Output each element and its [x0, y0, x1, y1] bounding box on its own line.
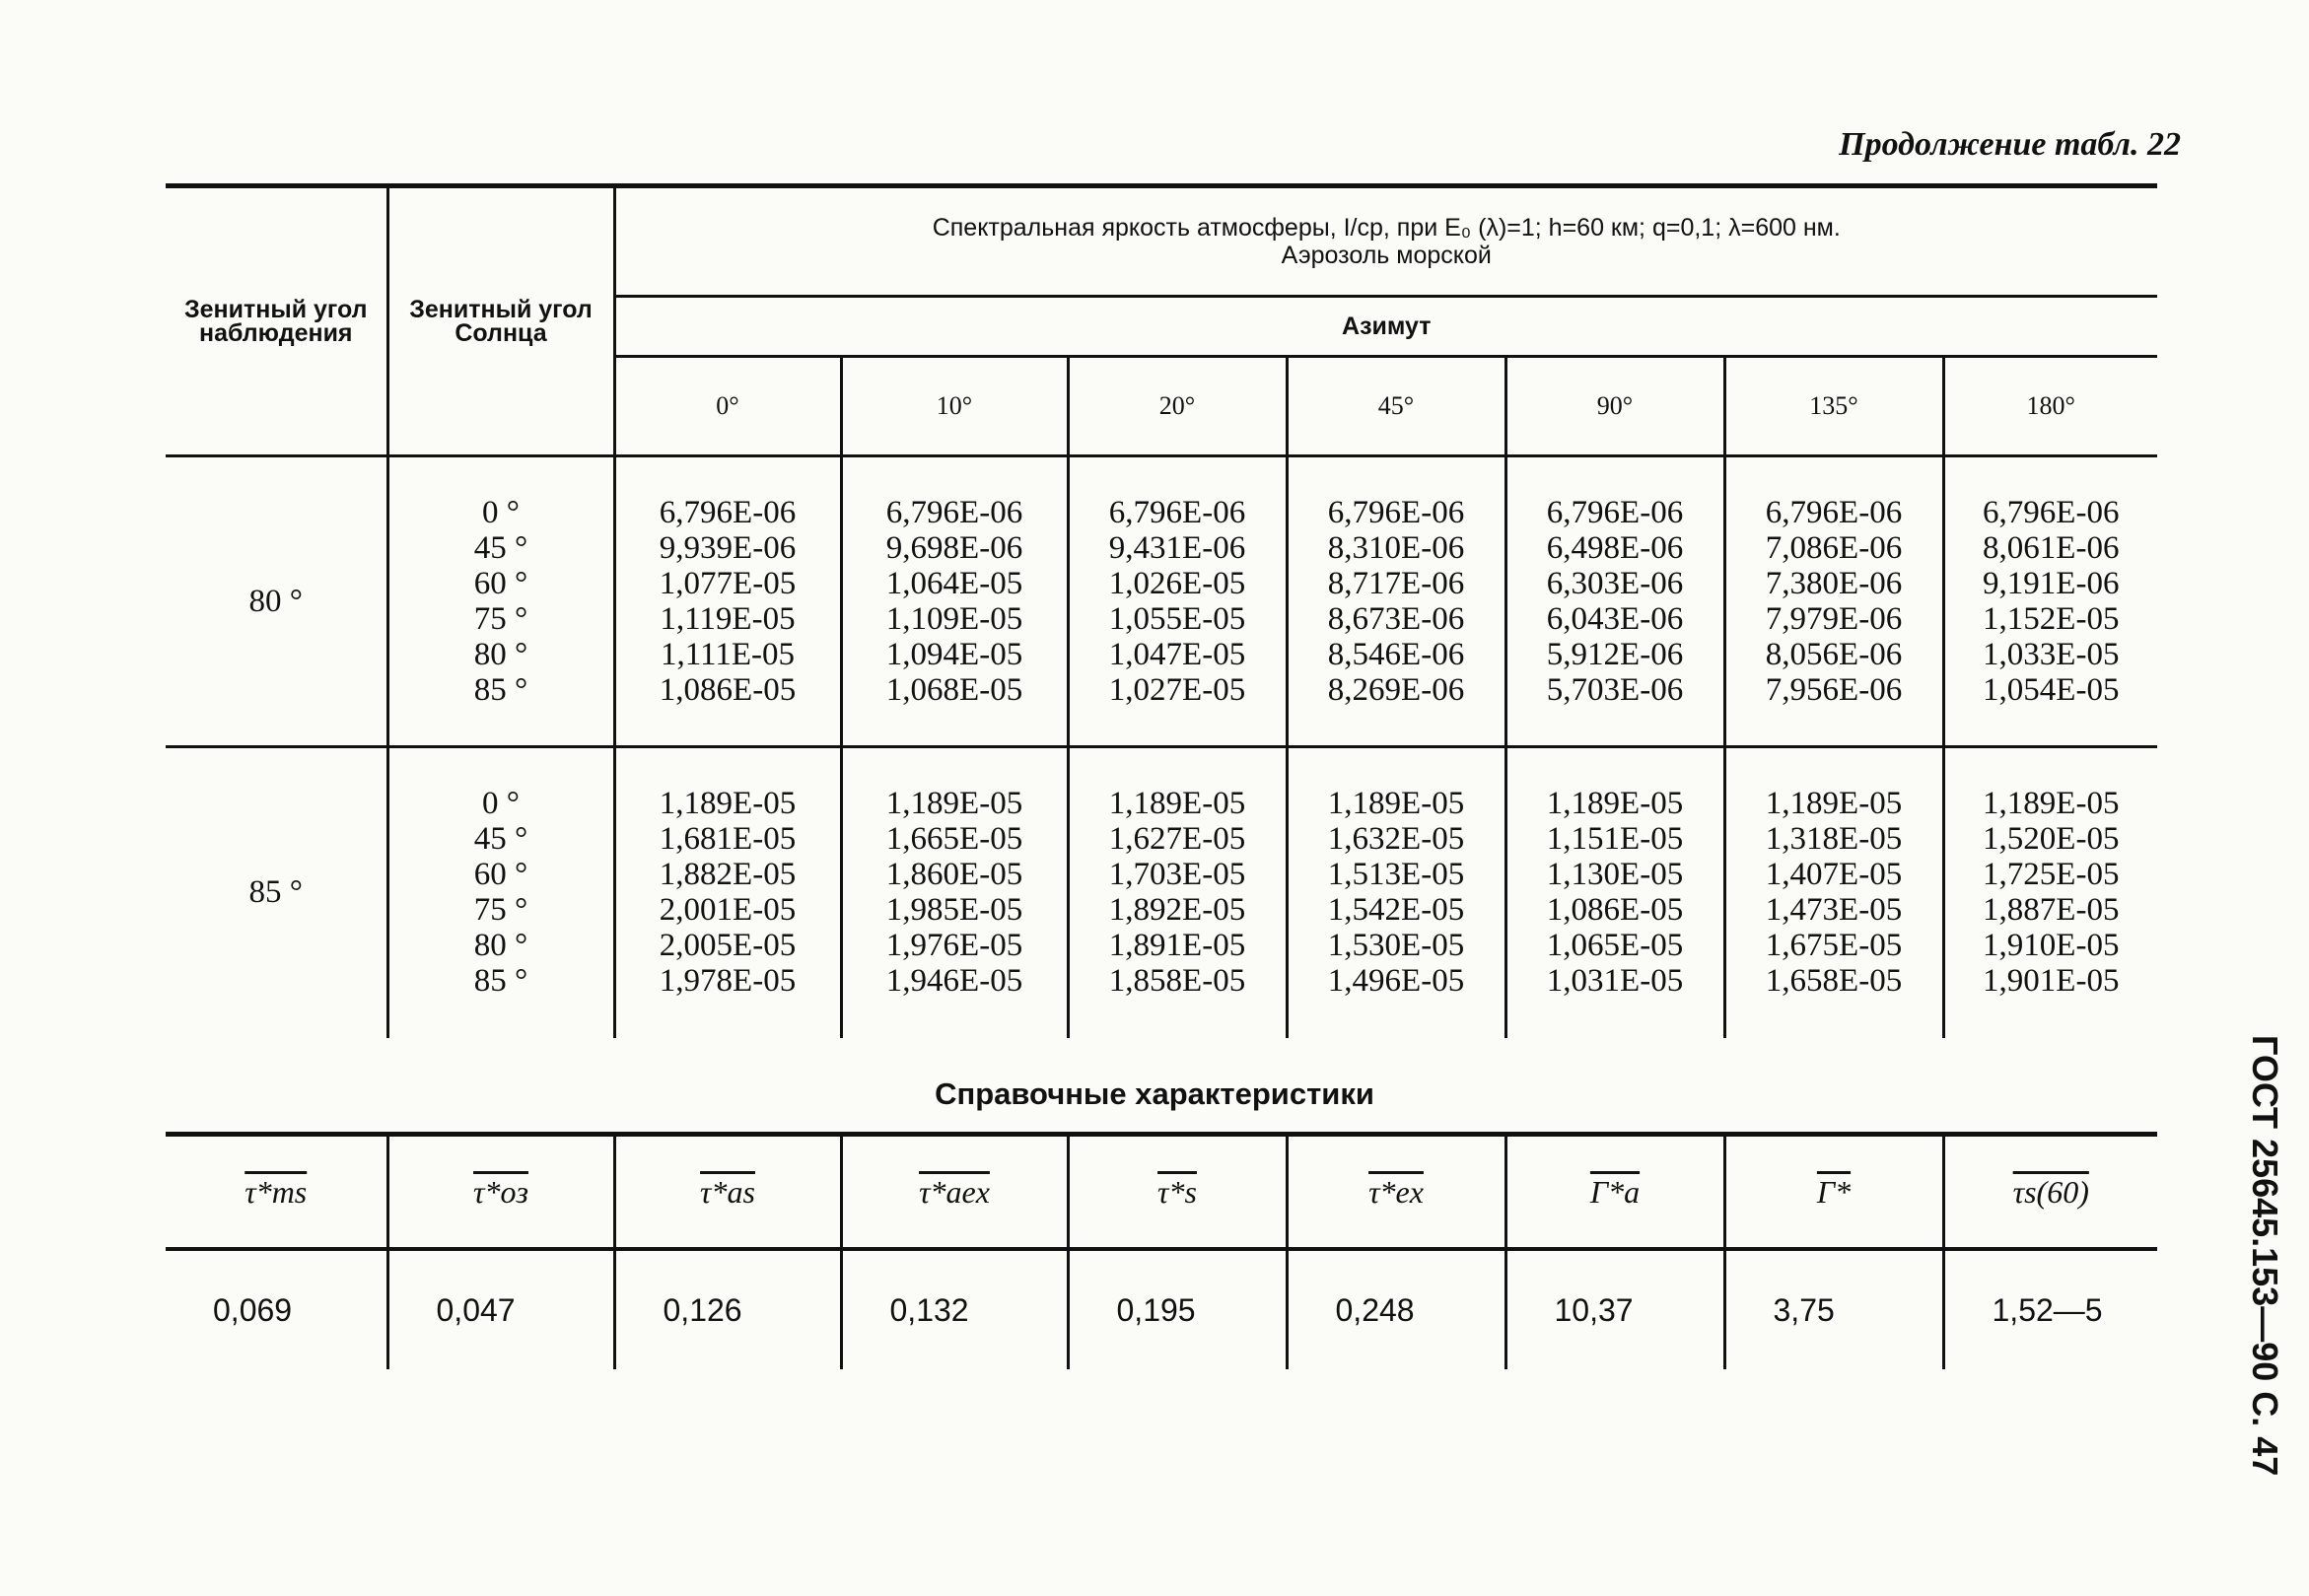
radiance-value: 1,901E-05 [1983, 963, 2120, 999]
sun-angle-value: 80 ° [473, 637, 528, 672]
azimuth-90: 90° [1505, 357, 1724, 456]
radiance-value: 1,189E-05 [1983, 786, 2120, 821]
radiance-value: 1,055E-05 [1108, 601, 1246, 637]
reference-value: 1,52—5 [1992, 1291, 2103, 1328]
radiance-value: 1,033E-05 [1983, 637, 2120, 672]
radiance-value: 1,627E-05 [1108, 821, 1246, 857]
radiance-value: 6,796E-06 [659, 495, 797, 530]
radiance-cell [1505, 456, 1724, 747]
radiance-value: 7,380E-06 [1765, 566, 1903, 601]
radiance-value: 1,665E-05 [885, 821, 1023, 857]
radiance-value: 8,673E-06 [1327, 601, 1465, 637]
radiance-value: 1,675E-05 [1765, 928, 1903, 963]
sun-angle-value: 75 ° [473, 892, 528, 928]
radiance-value: 1,119E-05 [660, 601, 796, 637]
radiance-value: 1,189E-05 [1327, 786, 1465, 821]
reference-title: Справочные характеристики [935, 1076, 1374, 1111]
radiance-value: 1,632E-05 [1327, 821, 1465, 857]
radiance-value: 9,431E-06 [1108, 530, 1246, 566]
radiance-value: 1,407E-05 [1765, 857, 1903, 892]
reference-value: 0,248 [1287, 1249, 1505, 1369]
radiance-cell [841, 747, 1068, 1039]
radiance-cell [1943, 456, 2157, 747]
table-title-line1: Спектральная яркость атмосферы, I/ср, при E₀ (λ)=1; h=60 км; q=0,1; λ=600 нм. [932, 214, 1841, 242]
group-row-80 [166, 456, 2157, 747]
sun-angle-cell [387, 747, 614, 1039]
radiance-value: 1,077E-05 [659, 566, 797, 601]
radiance-value: 9,939E-06 [659, 530, 797, 566]
sun-angle-value: 45 ° [473, 821, 528, 857]
radiance-value: 2,001E-05 [659, 892, 797, 928]
radiance-value: 1,109E-05 [885, 601, 1023, 637]
radiance-value: 1,703E-05 [1108, 857, 1246, 892]
radiance-table [166, 183, 2157, 1038]
radiance-value: 1,064E-05 [885, 566, 1023, 601]
azimuth-135: 135° [1724, 357, 1943, 456]
radiance-value: 1,189E-05 [885, 786, 1023, 821]
reference-symbol: Γ*a [1505, 1135, 1724, 1250]
sun-angle-value: 75 ° [473, 601, 528, 637]
radiance-value: 1,725E-05 [1983, 857, 2120, 892]
radiance-value: 2,005E-05 [659, 928, 797, 963]
radiance-value: 1,530E-05 [1327, 928, 1465, 963]
radiance-value: 1,976E-05 [885, 928, 1023, 963]
radiance-cell [1943, 747, 2157, 1039]
azimuth-45: 45° [1287, 357, 1505, 456]
radiance-value: 1,910E-05 [1983, 928, 2120, 963]
radiance-value: 1,189E-05 [659, 786, 797, 821]
radiance-value: 8,310E-06 [1327, 530, 1465, 566]
radiance-value: 1,892E-05 [1108, 892, 1246, 928]
radiance-value: 1,858E-05 [1108, 963, 1246, 999]
azimuth-header: Азимут [614, 297, 2157, 357]
radiance-cell [614, 456, 841, 747]
sun-angle-value: 60 ° [473, 566, 528, 601]
radiance-value: 9,698E-06 [885, 530, 1023, 566]
reference-value: 0,195 [1068, 1249, 1287, 1369]
reference-values-row [166, 1249, 2157, 1369]
reference-symbol: Γ* [1724, 1135, 1943, 1250]
radiance-cell [841, 456, 1068, 747]
sun-angle-value: 0 ° [482, 495, 520, 530]
standard-page-label: ГОСТ 25645.153—90 С. 47 [2245, 1035, 2285, 1477]
col-header-sun-angle: Зенитный угол Солнца [387, 188, 614, 456]
radiance-value: 1,513E-05 [1327, 857, 1465, 892]
radiance-value: 1,065E-05 [1546, 928, 1684, 963]
reference-symbol: τ*as [614, 1135, 841, 1250]
radiance-cell [1287, 747, 1505, 1039]
radiance-value: 1,681E-05 [659, 821, 797, 857]
radiance-value: 1,473E-05 [1765, 892, 1903, 928]
radiance-value: 1,882E-05 [659, 857, 797, 892]
radiance-value: 1,026E-05 [1108, 566, 1246, 601]
radiance-value: 1,318E-05 [1765, 821, 1903, 857]
radiance-value: 6,498E-06 [1546, 530, 1684, 566]
radiance-value: 6,796E-06 [1983, 495, 2120, 530]
radiance-value: 1,860E-05 [885, 857, 1023, 892]
radiance-value: 1,658E-05 [1765, 963, 1903, 999]
reference-value: 0,132 [841, 1249, 1068, 1369]
col-header-view-angle: Зенитный угол наблюдения [166, 188, 387, 456]
radiance-cell [1068, 747, 1287, 1039]
radiance-cell [1505, 747, 1724, 1039]
reference-symbol: τ*ex [1287, 1135, 1505, 1250]
azimuth-20: 20° [1068, 357, 1287, 456]
reference-symbol: τ*oз [387, 1135, 614, 1250]
radiance-value: 8,546E-06 [1327, 637, 1465, 672]
radiance-value: 8,269E-06 [1327, 672, 1465, 708]
reference-symbols-row [166, 1135, 2157, 1250]
table-title-line2: Аэрозоль морской [1281, 242, 1492, 269]
sun-angle-cell [387, 456, 614, 747]
radiance-value: 1,978E-05 [659, 963, 797, 999]
sun-angle-value: 80 ° [473, 928, 528, 963]
radiance-value: 6,796E-06 [885, 495, 1023, 530]
radiance-value: 1,047E-05 [1108, 637, 1246, 672]
radiance-value: 8,717E-06 [1327, 566, 1465, 601]
radiance-value: 1,189E-05 [1765, 786, 1903, 821]
reference-symbol: τ*s [1068, 1135, 1287, 1250]
radiance-value: 1,151E-05 [1546, 821, 1684, 857]
radiance-value: 6,796E-06 [1546, 495, 1684, 530]
radiance-value: 6,303E-06 [1546, 566, 1684, 601]
reference-symbol: τ*aex [841, 1135, 1068, 1250]
radiance-value: 6,796E-06 [1765, 495, 1903, 530]
radiance-value: 1,068E-05 [885, 672, 1023, 708]
radiance-value: 1,152E-05 [1983, 601, 2120, 637]
radiance-value: 1,887E-05 [1983, 892, 2120, 928]
radiance-value: 1,496E-05 [1327, 963, 1465, 999]
radiance-cell [614, 747, 841, 1039]
radiance-value: 1,094E-05 [885, 637, 1023, 672]
radiance-value: 1,189E-05 [1546, 786, 1684, 821]
table-caption: Продолжение табл. 22 [1839, 126, 2181, 163]
reference-value: 0,069 [166, 1249, 387, 1369]
radiance-value: 1,027E-05 [1108, 672, 1246, 708]
azimuth-0: 0° [614, 357, 841, 456]
radiance-value: 1,189E-05 [1108, 786, 1246, 821]
radiance-value: 1,111E-05 [661, 637, 795, 672]
radiance-value: 1,542E-05 [1327, 892, 1465, 928]
radiance-value: 1,985E-05 [885, 892, 1023, 928]
radiance-value: 1,130E-05 [1546, 857, 1684, 892]
azimuth-180: 180° [1943, 357, 2157, 456]
sun-angle-value: 60 ° [473, 857, 528, 892]
radiance-value: 5,912E-06 [1546, 637, 1684, 672]
radiance-value: 9,191E-06 [1983, 566, 2120, 601]
radiance-value: 7,956E-06 [1765, 672, 1903, 708]
sun-angle-value: 0 ° [482, 786, 520, 821]
radiance-value: 7,086E-06 [1765, 530, 1903, 566]
reference-value: 0,126 [614, 1249, 841, 1369]
reference-value: 10,37 [1505, 1249, 1724, 1369]
radiance-cell [1724, 456, 1943, 747]
radiance-value: 6,043E-06 [1546, 601, 1684, 637]
sun-angle-value: 85 ° [473, 963, 528, 999]
radiance-value: 1,054E-05 [1983, 672, 2120, 708]
radiance-value: 1,086E-05 [659, 672, 797, 708]
radiance-value: 8,056E-06 [1765, 637, 1903, 672]
sun-angle-value: 85 ° [473, 672, 528, 708]
radiance-value: 1,891E-05 [1108, 928, 1246, 963]
table-title [614, 188, 2157, 297]
radiance-value: 8,061E-06 [1983, 530, 2120, 566]
radiance-value: 1,520E-05 [1983, 821, 2120, 857]
sun-angle-value: 45 ° [473, 530, 528, 566]
reference-symbol: τ*ms [166, 1135, 387, 1250]
reference-value: 3,75 [1724, 1249, 1943, 1369]
radiance-cell [1724, 747, 1943, 1039]
radiance-value: 1,946E-05 [885, 963, 1023, 999]
radiance-value: 6,796E-06 [1108, 495, 1246, 530]
reference-value: 0,047 [387, 1249, 614, 1369]
group-row-85 [166, 747, 2157, 1039]
radiance-cell [1287, 456, 1505, 747]
radiance-value: 1,086E-05 [1546, 892, 1684, 928]
view-angle-cell: 85 ° [166, 747, 387, 1039]
reference-table [166, 1132, 2157, 1369]
radiance-value: 6,796E-06 [1327, 495, 1465, 530]
reference-symbol: τs(60) [1943, 1135, 2157, 1250]
radiance-cell [1068, 456, 1287, 747]
azimuth-10: 10° [841, 357, 1068, 456]
radiance-value: 5,703E-06 [1546, 672, 1684, 708]
view-angle-cell: 80 ° [166, 456, 387, 747]
radiance-value: 1,031E-05 [1546, 963, 1684, 999]
radiance-value: 7,979E-06 [1765, 601, 1903, 637]
